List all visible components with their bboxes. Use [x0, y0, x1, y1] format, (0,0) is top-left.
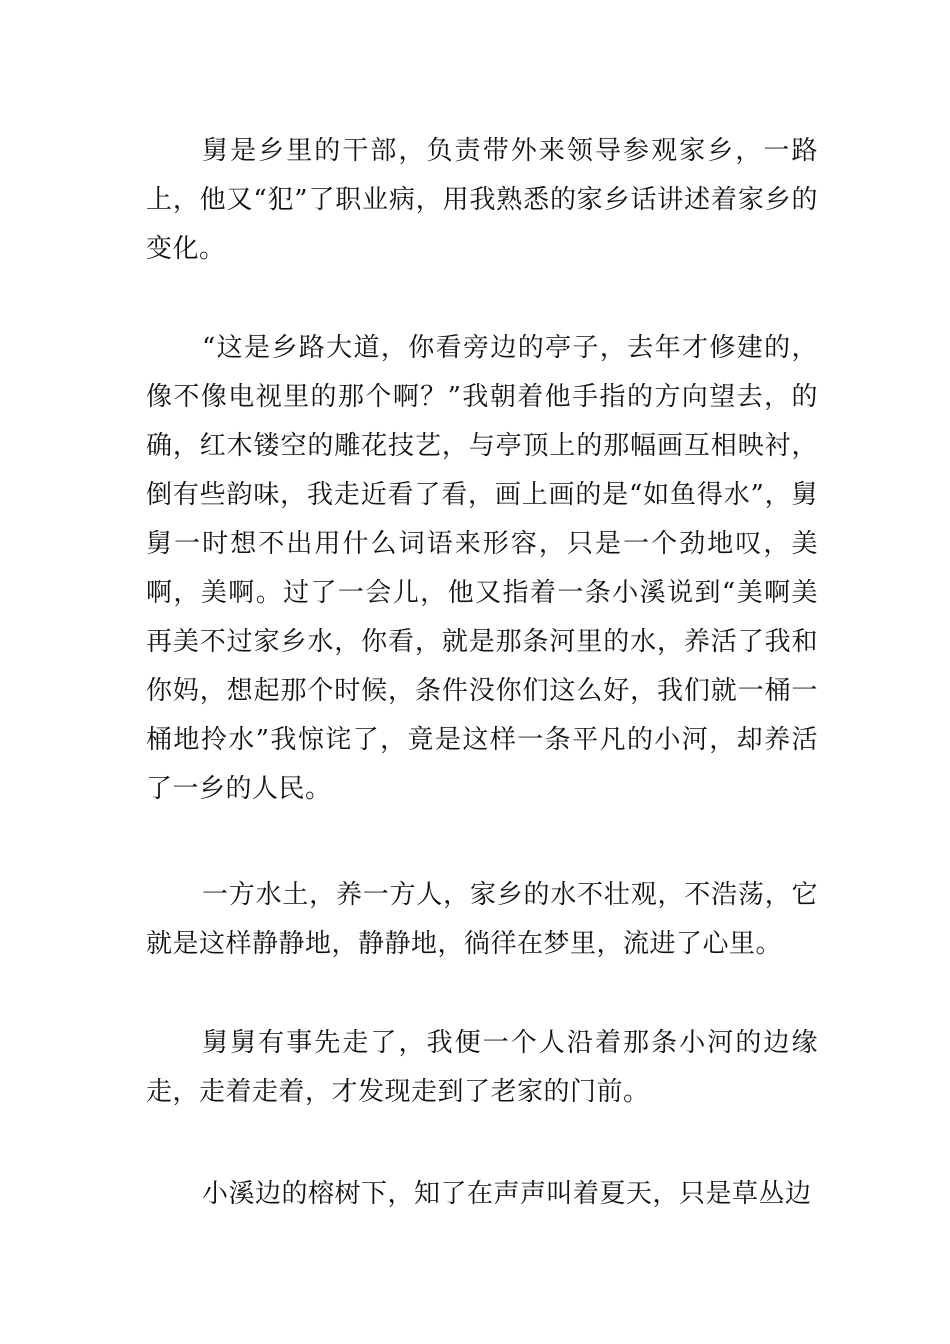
paragraph-hometown-water: 一方水土，养一方人，家乡的水不壮观，不浩荡，它就是这样静静地，静静地，徜徉在梦里，流进了心里。	[146, 880, 818, 959]
paragraph-walk-to-old-home: 舅舅有事先走了，我便一个人沿着那条小河的边缘走，走着走着，才发现走到了老家的门前。	[146, 1028, 818, 1107]
paragraph-pavilion-and-stream: “这是乡路大道，你看旁边的亭子，去年才修建的，像不像电视里的那个啊？”我朝着他手指的方向望去，的确，红木镂空的雕花技艺，与亭顶上的那幅画互相映衬，倒有些韵味，我走近看了看，画上画的是“如鱼得水”，舅舅一时想不出用什么词语来形容，只是一个劲地叹，美啊，美啊。过了一会儿，他又指着一条小溪说到“美啊美再美不过家乡水，你看，就是那条河里的水，养活了我和你妈，想起那个时候，条件没你们这么好，我们就一桶一桶地拎水”我惊诧了，竟是这样一条平凡的小河，却养活了一乡的人民。	[146, 333, 818, 804]
paragraph-banyan-tree: 小溪边的榕树下，知了在声声叫着夏天，只是草丛边	[202, 1179, 812, 1209]
paragraph-uncle-cadre: 舅是乡里的干部，负责带外来领导参观家乡，一路上，他又“犯”了职业病，用我熟悉的家乡话讲述着家乡的变化。	[146, 136, 818, 264]
